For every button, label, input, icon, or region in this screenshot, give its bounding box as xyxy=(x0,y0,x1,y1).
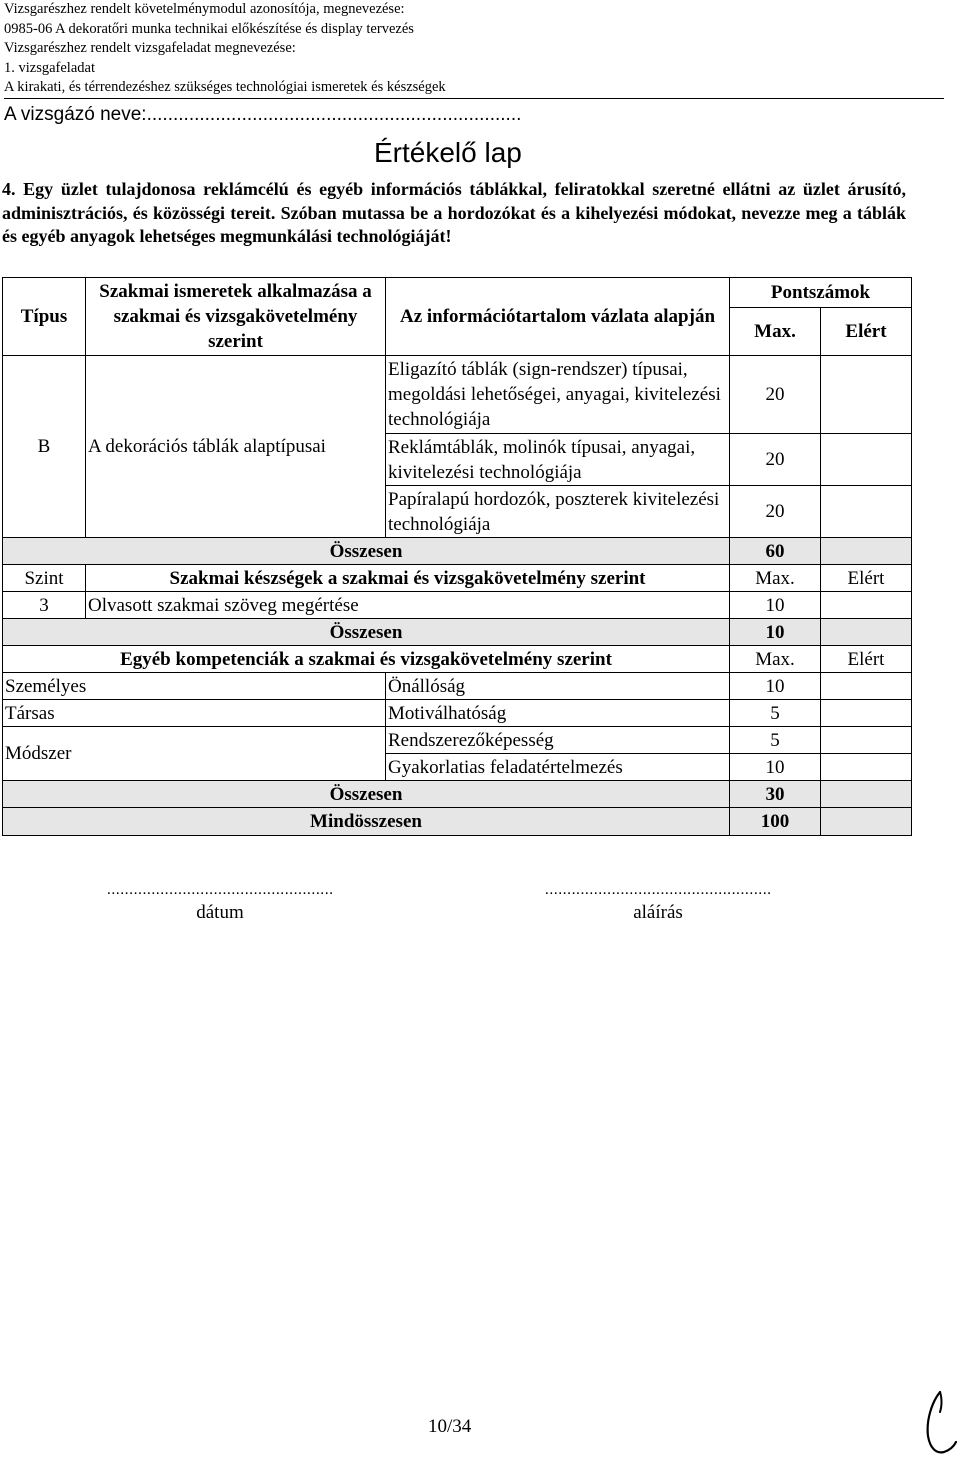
section1-achieved-total[interactable] xyxy=(821,538,912,565)
evaluation-table xyxy=(2,277,912,836)
signature-label: aláírás xyxy=(633,902,683,923)
section2-total: 10 xyxy=(730,619,821,646)
level-header: Szint xyxy=(3,565,86,592)
competence-max: 5 xyxy=(730,700,821,727)
achieved-header: Elért xyxy=(821,308,912,356)
outline-item: Eligazító táblák (sign-rendszer) típusai, megoldási lehetőségei, anyagai, kivitelezési technológiája xyxy=(386,356,730,434)
task-name: A kirakati, és térrendezéshez szükséges technológiai ismeretek és készségek xyxy=(4,78,944,99)
section2-total-label: Összesen xyxy=(3,619,730,646)
document-header xyxy=(4,0,944,99)
module-label: Vizsgarészhez rendelt követelménymodul azonosítója, megnevezése: xyxy=(4,1,405,17)
type-header: Típus xyxy=(3,278,86,356)
competence-max: 5 xyxy=(730,727,821,754)
competence-achieved[interactable] xyxy=(821,673,912,700)
max-value: 20 xyxy=(730,356,821,434)
achieved-cell[interactable] xyxy=(821,434,912,486)
level-value: 3 xyxy=(3,592,86,619)
competence-item: Önállóság xyxy=(386,673,730,700)
date-signature-block xyxy=(88,880,352,926)
section3-total: 30 xyxy=(730,781,821,808)
max-header: Max. xyxy=(730,308,821,356)
signature-block xyxy=(526,880,790,926)
date-label: dátum xyxy=(196,902,244,923)
module-name: 0985-06 A dekoratőri munka technikai előkészítése és display tervezés xyxy=(4,20,414,37)
task-label: Vizsgarészhez rendelt vizsgafeladat megnevezése: xyxy=(4,40,296,57)
skill-achieved[interactable] xyxy=(821,592,912,619)
achieved-cell[interactable] xyxy=(821,486,912,538)
max-value: 20 xyxy=(730,486,821,538)
page-number: 10/34 xyxy=(428,1416,472,1437)
section1-total-label: Összesen xyxy=(3,538,730,565)
section2-achieved-total[interactable] xyxy=(821,619,912,646)
achieved-cell[interactable] xyxy=(821,356,912,434)
handwritten-mark-icon xyxy=(918,1386,958,1463)
outline-item: Reklámtáblák, molinók típusai, anyagai, kivitelezési technológiája xyxy=(386,434,730,486)
type-value: B xyxy=(3,356,86,538)
competence-item: Rendszerezőképesség xyxy=(386,727,730,754)
competence-category: Társas xyxy=(3,700,386,727)
grand-total-achieved[interactable] xyxy=(821,808,912,836)
signature-line[interactable]: ................................................... xyxy=(544,881,772,898)
skills-max-header: Max. xyxy=(730,565,821,592)
section1-total: 60 xyxy=(730,538,821,565)
skill-max: 10 xyxy=(730,592,821,619)
points-header: Pontszámok xyxy=(730,278,912,308)
grand-total: 100 xyxy=(730,808,821,836)
outline-item: Papíralapú hordozók, poszterek kivitelezési technológiája xyxy=(386,486,730,538)
knowledge-header: Szakmai ismeretek alkalmazása a szakmai és vizsgakövetelmény szerint xyxy=(86,278,386,356)
task-description: 4. Egy üzlet tulajdonosa reklámcélú és egyéb információs táblákkal, feliratokkal szeretné ellátni az üzlet árusító, adminisztrációs, és közösségi tereit. Szóban mutassa be a hordozókat és a kihelyezési módokat, nevezze meg a táblák és egyéb anyagok lehetséges megmunkálási technológiáját! xyxy=(2,179,906,246)
competence-achieved[interactable] xyxy=(821,727,912,754)
competence-category: Módszer xyxy=(3,727,386,781)
skill-item: Olvasott szakmai szöveg megértése xyxy=(86,592,730,619)
grand-total-label: Mindösszesen xyxy=(3,808,730,836)
outline-header: Az információtartalom vázlata alapján xyxy=(386,278,730,356)
section3-total-label: Összesen xyxy=(3,781,730,808)
competence-item: Motiválhatóság xyxy=(386,700,730,727)
page-title: Értékelő lap xyxy=(374,137,522,168)
competence-max: 10 xyxy=(730,673,821,700)
competences-achieved-header: Elért xyxy=(821,646,912,673)
section3-achieved-total[interactable] xyxy=(821,781,912,808)
competence-achieved[interactable] xyxy=(821,700,912,727)
max-value: 20 xyxy=(730,434,821,486)
competences-header: Egyéb kompetenciák a szakmai és vizsgakövetelmény szerint xyxy=(3,646,730,673)
competence-achieved[interactable] xyxy=(821,754,912,781)
skills-achieved-header: Elért xyxy=(821,565,912,592)
examinee-name-line: A vizsgázó neve:....................................................................... xyxy=(4,104,522,125)
competences-max-header: Max. xyxy=(730,646,821,673)
task-number: 1. vizsgafeladat xyxy=(4,59,95,76)
competence-item: Gyakorlatias feladatértelmezés xyxy=(386,754,730,781)
competence-max: 10 xyxy=(730,754,821,781)
date-line[interactable]: ................................................... xyxy=(106,881,334,898)
skills-header: Szakmai készségek a szakmai és vizsgakövetelmény szerint xyxy=(86,565,730,592)
competence-category: Személyes xyxy=(3,673,386,700)
topic-cell: A dekorációs táblák alaptípusai xyxy=(86,356,386,538)
